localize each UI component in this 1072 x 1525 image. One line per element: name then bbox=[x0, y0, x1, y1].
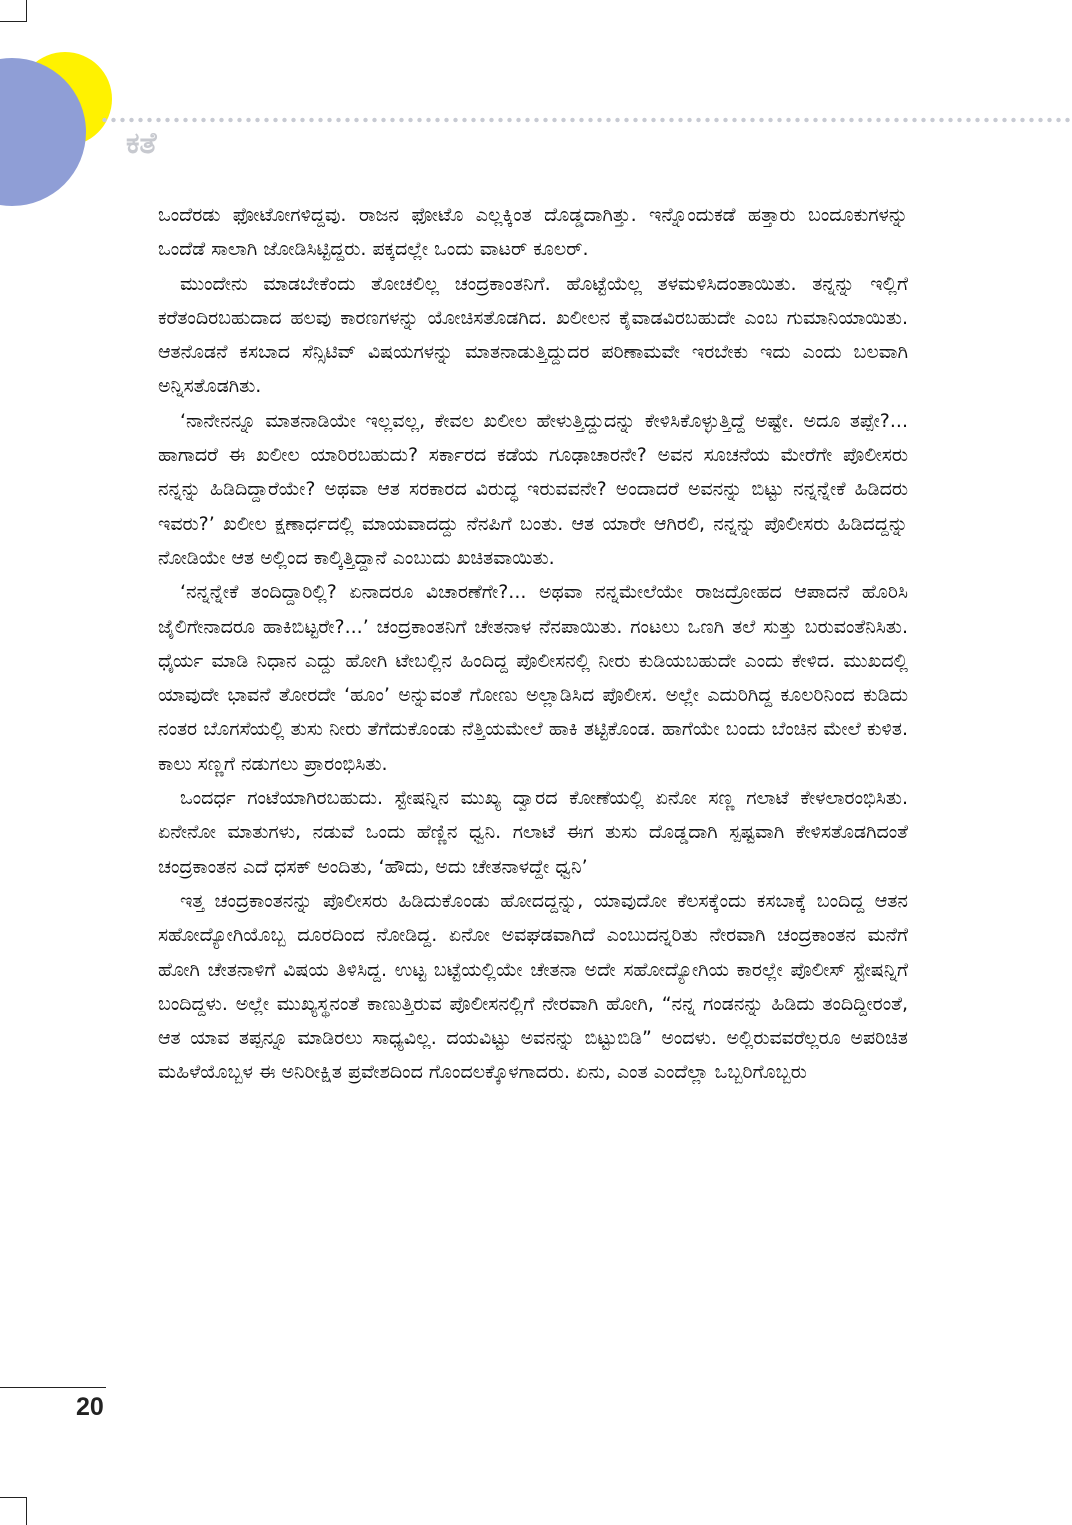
paragraph-1: ಒಂದೆರಡು ಫೋಟೋಗಳಿದ್ದವು. ರಾಜನ ಫೋಟೊ ಎಲ್ಲಕ್ಕಿಂತ ದೊಡ್ಡದಾಗಿತ್ತು. ಇನ್ನೊಂದುಕಡೆ ಹತ್ತಾರು ಬಂದೂಕುಗಳನ್ನು ಒಂದೆಡೆ ಸಾಲಾಗಿ ಜೋಡಿಸಿಟ್ಟಿದ್ದರು. ಪಕ್ಕದಲ್ಲೇ ಒಂದು ವಾಟರ್ ಕೂಲರ್. bbox=[158, 204, 908, 261]
page-number-rule bbox=[0, 1387, 106, 1388]
paragraph-6: ಇತ್ತ ಚಂದ್ರಕಾಂತನನ್ನು ಪೊಲೀಸರು ಹಿಡಿದುಕೊಂಡು ಹೋದದ್ದನ್ನು, ಯಾವುದೋ ಕೆಲಸಕ್ಕೆಂದು ಕಸಬಾಕ್ಕೆ ಬಂದಿದ್ದ ಆತನ ಸಹೋದ್ಯೋಗಿಯೊಬ್ಬ ದೂರದಿಂದ ನೋಡಿದ್ದ. ಏನೋ ಅವಘಡವಾಗಿದೆ ಎಂಬುದನ್ನರಿತು ನೇರವಾಗಿ ಚಂದ್ರಕಾಂತನ ಮನೆಗೆ ಹೋಗಿ ಚೇತನಾಳಿಗೆ ವಿಷಯ ತಿಳಿಸಿದ್ದ. ಉಟ್ಟ ಬಟ್ಟೆಯಲ್ಲಿಯೇ ಚೇತನಾ ಅದೇ ಸಹೋದ್ಯೋಗಿಯ ಕಾರಲ್ಲೇ ಪೊಲೀಸ್ ಸ್ಟೇಷನ್ನಿಗೆ ಬಂದಿದ್ದಳು. ಅಲ್ಲೇ ಮುಖ್ಯಸ್ಥನಂತೆ ಕಾಣುತ್ತಿರುವ ಪೊಲೀಸನಲ್ಲಿಗೆ ನೇರವಾಗಿ ಹೋಗಿ, “ನನ್ನ ಗಂಡನನ್ನು ಹಿಡಿದು ತಂದಿದ್ದೀರಂತೆ, ಆತ ಯಾವ ತಪ್ಪನ್ನೂ ಮಾಡಿರಲು ಸಾಧ್ಯವಿಲ್ಲ. ದಯವಿಟ್ಟು ಅವನನ್ನು ಬಿಟ್ಟುಬಿಡಿ” ಅಂದಳು. ಅಲ್ಲಿರುವವರೆಲ್ಲರೂ ಅಪರಿಚಿತ ಮಹಿಳೆಯೊಬ್ಬಳ ಈ ಅನಿರೀಕ್ಷಿತ ಪ್ರವೇಶದಿಂದ ಗೊಂದಲಕ್ಕೊಳಗಾದರು. ಏನು, ಎಂತ ಎಂದೆಲ್ಲಾ ಒಬ್ಬರಿಗೊಬ್ಬರು bbox=[158, 889, 908, 1084]
crop-mark-bottom-left-vertical bbox=[26, 1497, 27, 1525]
paragraph-3: ‘ನಾನೇನನ್ನೂ ಮಾತನಾಡಿಯೇ ಇಲ್ಲವಲ್ಲ, ಕೇವಲ ಖಲೀಲ ಹೇಳುತ್ತಿದ್ದುದನ್ನು ಕೇಳಿಸಿಕೊಳ್ಳುತ್ತಿದ್ದೆ ಅಷ್ಟೇ. ಅದೂ ತಪ್ಪೇ?... ಹಾಗಾದರೆ ಈ ಖಲೀಲ ಯಾರಿರಬಹುದು? ಸರ್ಕಾರದ ಕಡೆಯ ಗೂಢಾಚಾರನೇ? ಅವನ ಸೂಚನೆಯ ಮೇರೆಗೇ ಪೊಲೀಸರು ನನ್ನನ್ನು ಹಿಡಿದಿದ್ದಾರೆಯೇ? ಅಥವಾ ಆತ ಸರಕಾರದ ವಿರುದ್ಧ ಇರುವವನೇ? ಅಂದಾದರೆ ಅವನನ್ನು ಬಿಟ್ಟು ನನ್ನನ್ನೇಕೆ ಹಿಡಿದರು ಇವರು?’ ಖಲೀಲ ಕ್ಷಣಾರ್ಧದಲ್ಲಿ ಮಾಯವಾದದ್ದು ನೆನಪಿಗೆ ಬಂತು. ಆತ ಯಾರೇ ಆಗಿರಲಿ, ನನ್ನನ್ನು ಪೊಲೀಸರು ಹಿಡಿದದ್ದನ್ನು ನೋಡಿಯೇ ಆತ ಅಲ್ಲಿಂದ ಕಾಲ್ಕಿತ್ತಿದ್ದಾನೆ ಎಂಬುದು ಖಚಿತವಾಯಿತು. bbox=[158, 409, 908, 569]
paragraph-4: ‘ನನ್ನನ್ನೇಕೆ ತಂದಿದ್ದಾರಿಲ್ಲಿ? ಏನಾದರೂ ವಿಚಾರಣೆಗೇ?... ಅಥವಾ ನನ್ನಮೇಲೆಯೇ ರಾಜದ್ರೋಹದ ಆಪಾದನೆ ಹೊರಿಸಿ ಜೈಲಿಗೇನಾದರೂ ಹಾಕಿಬಿಟ್ಟರೇ?...’ ಚಂದ್ರಕಾಂತನಿಗೆ ಚೇತನಾಳ ನೆನಪಾಯಿತು. ಗಂಟಲು ಒಣಗಿ ತಲೆ ಸುತ್ತು ಬರುವಂತೆನಿಸಿತು. ಧೈರ್ಯ ಮಾಡಿ ನಿಧಾನ ಎದ್ದು ಹೋಗಿ ಟೇಬಲ್ಲಿನ ಹಿಂದಿದ್ದ ಪೊಲೀಸನಲ್ಲಿ ನೀರು ಕುಡಿಯಬಹುದೇ ಎಂದು ಕೇಳಿದ. ಮುಖದಲ್ಲಿ ಯಾವುದೇ ಭಾವನೆ ತೋರದೇ ‘ಹೂಂ’ ಅನ್ನುವಂತೆ ಗೋಣು ಅಲ್ಲಾಡಿಸಿದ ಪೊಲೀಸ. ಅಲ್ಲೇ ಎದುರಿಗಿದ್ದ ಕೂಲರಿನಿಂದ ಕುಡಿದು ನಂತರ ಬೊಗಸೆಯಲ್ಲಿ ತುಸು ನೀರು ತೆಗೆದುಕೊಂಡು ನೆತ್ತಿಯಮೇಲೆ ಹಾಕಿ ತಟ್ಟಿಕೊಂಡ. ಹಾಗೆಯೇ ಬಂದು ಬೆಂಚಿನ ಮೇಲೆ ಕುಳಿತ. ಕಾಲು ಸಣ್ಣಗೆ ನಡುಗಲು ಪ್ರಾರಂಭಿಸಿತು. bbox=[158, 581, 908, 775]
section-label: ಕತೆ bbox=[126, 126, 157, 161]
crop-mark-top-left-vertical bbox=[26, 0, 27, 22]
crop-mark-bottom-left-horizontal bbox=[0, 1497, 27, 1498]
page-number: 20 bbox=[76, 1393, 104, 1421]
paragraph-5: ಒಂದರ್ಧ ಗಂಟೆಯಾಗಿರಬಹುದು. ಸ್ಟೇಷನ್ನಿನ ಮುಖ್ಯ ದ್ವಾರದ ಕೋಣೆಯಲ್ಲಿ ಏನೋ ಸಣ್ಣ ಗಲಾಟೆ ಕೇಳಲಾರಂಭಿಸಿತು. ಏನೇನೋ ಮಾತುಗಳು, ನಡುವೆ ಒಂದು ಹೆಣ್ಣಿನ ಧ್ವನಿ. ಗಲಾಟೆ ಈಗ ತುಸು ದೊಡ್ಡದಾಗಿ ಸ್ಪಷ್ಟವಾಗಿ ಕೇಳಿಸತೊಡಗಿದಂತೆ ಚಂದ್ರಕಾಂತನ ಎದೆ ಧಸಕ್ ಅಂದಿತು, ‘ಹೌದು, ಅದು ಚೇತನಾಳದ್ದೇ ಧ್ವನಿ’ bbox=[158, 787, 908, 878]
paragraph-2: ಮುಂದೇನು ಮಾಡಬೇಕೆಂದು ತೋಚಲಿಲ್ಲ ಚಂದ್ರಕಾಂತನಿಗೆ. ಹೊಟ್ಟೆಯೆಲ್ಲ ತಳಮಳಿಸಿದಂತಾಯಿತು. ತನ್ನನ್ನು ಇಲ್ಲಿಗೆ ಕರೆತಂದಿರಬಹುದಾದ ಹಲವು ಕಾರಣಗಳನ್ನು ಯೋಚಿಸತೊಡಗಿದ. ಖಲೀಲನ ಕೈವಾಡವಿರಬಹುದೇ ಎಂಬ ಗುಮಾನಿಯಾಯಿತು. ಆತನೊಡನೆ ಕಸಬಾದ ಸೆನ್ಸಿಟಿವ್ ವಿಷಯಗಳನ್ನು ಮಾತನಾಡುತ್ತಿದ್ದುದರ ಪರಿಣಾಮವೇ ಇರಬೇಕು ಇದು ಎಂದು ಬಲವಾಗಿ ಅನ್ನಿಸತೊಡಗಿತು. bbox=[158, 272, 908, 398]
crop-mark-top-left-horizontal bbox=[0, 21, 27, 22]
story-body bbox=[158, 198, 908, 1090]
dotted-header-rule bbox=[100, 117, 1072, 123]
